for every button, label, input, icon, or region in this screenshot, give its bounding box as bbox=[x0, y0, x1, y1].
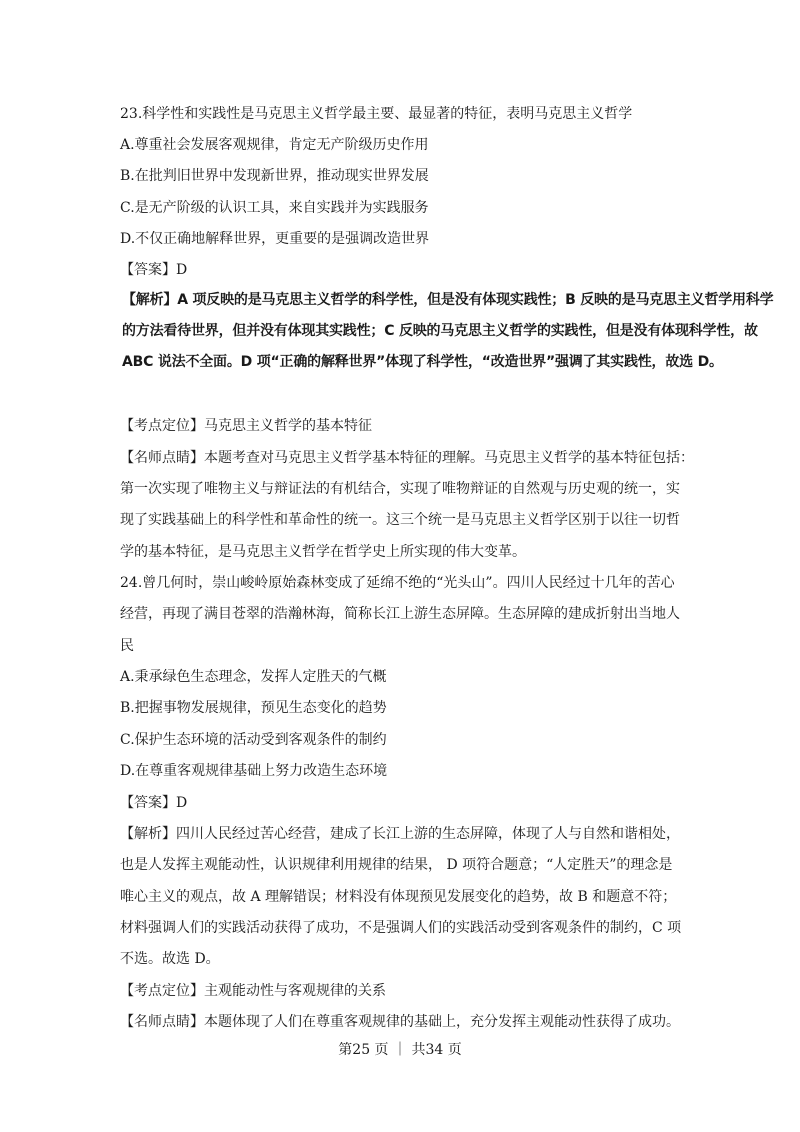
q24-stem-line-3: 民 bbox=[120, 638, 134, 654]
q23-stem: 23.科学性和实践性是马克思主义哲学最主要、最显著的特征，表明马克思主义哲学 bbox=[120, 106, 633, 122]
q23-analysis-line-3: ABC 说法不全面。D 项“正确的解释世界”体现了科学性，“改造世界”强调了其实践性，故选 D。 bbox=[122, 354, 723, 370]
q24-analysis-line-5: 不选。故选 D。 bbox=[120, 951, 220, 967]
q23-mingshi-line-3: 现了实践基础上的科学性和革命性的统一。这三个统一是马克思主义哲学区别于以往一切哲 bbox=[120, 512, 680, 528]
q23-kaodian: 【考点定位】马克思主义哲学的基本特征 bbox=[120, 418, 372, 434]
q23-analysis-line-1: 【解析】A 项反映的是马克思主义哲学的科学性，但是没有体现实践性；B 反映的是马克思主义哲学用科学 bbox=[122, 292, 774, 308]
q24-analysis-line-4: 材料强调人们的实践活动获得了成功，不是强调人们的实践活动受到客观条件的制约，C 项 bbox=[120, 920, 682, 936]
q23-option-b: B.在批判旧世界中发现新世界，推动现实世界发展 bbox=[120, 168, 429, 184]
q24-answer: 【答案】D bbox=[120, 795, 188, 811]
q23-answer: 【答案】D bbox=[120, 262, 188, 278]
q24-option-a: A.秉承绿色生态理念，发挥人定胜天的气概 bbox=[120, 669, 387, 685]
q24-option-b: B.把握事物发展规律，预见生态变化的趋势 bbox=[120, 700, 387, 716]
q23-mingshi-line-1: 【名师点睛】本题考查对马克思主义哲学基本特征的理解。马克思主义哲学的基本特征包括： bbox=[120, 450, 694, 466]
q23-analysis-line-2: 的方法看待世界，但并没有体现其实践性；C 反映的马克思主义哲学的实践性，但是没有体现科学性，故 bbox=[122, 323, 758, 339]
q24-option-c: C.保护生态环境的活动受到客观条件的制约 bbox=[120, 732, 387, 748]
q24-stem-line-2: 经营，再现了满目苍翠的浩瀚林海，简称长江上游生态屏障。生态屏障的建成折射出当地人 bbox=[120, 606, 680, 622]
q24-stem-line-1: 24.曾几何时，崇山峻岭原始森林变成了延绵不绝的“光头山”。四川人民经过十几年的苦心 bbox=[120, 575, 675, 591]
q23-option-a: A.尊重社会发展客观规律，肯定无产阶级历史作用 bbox=[120, 137, 429, 153]
q24-option-d: D.在尊重客观规律基础上努力改造生态环境 bbox=[120, 763, 388, 779]
page-footer: 第25 页 ｜ 共34 页 bbox=[338, 1042, 462, 1058]
q24-kaodian: 【考点定位】主观能动性与客观规律的关系 bbox=[120, 983, 386, 999]
q24-analysis-line-2: 也是人发挥主观能动性，认识规律利用规律的结果， D 项符合题意；“人定胜天”的理念是 bbox=[120, 857, 673, 873]
q24-mingshi: 【名师点睛】本题体现了人们在尊重客观规律的基础上，充分发挥主观能动性获得了成功。 bbox=[120, 1014, 680, 1030]
q23-mingshi-line-4: 学的基本特征，是马克思主义哲学在哲学史上所实现的伟大变革。 bbox=[120, 544, 526, 560]
q23-option-d: D.不仅正确地解释世界，更重要的是强调改造世界 bbox=[120, 231, 430, 247]
q24-analysis-line-3: 唯心主义的观点，故 A 理解错误；材料没有体现预见发展变化的趋势，故 B 和题意不符； bbox=[120, 889, 677, 905]
q24-analysis-line-1: 【解析】四川人民经过苦心经营，建成了长江上游的生态屏障，体现了人与自然和谐相处， bbox=[120, 826, 680, 842]
q23-option-c: C.是无产阶级的认识工具，来自实践并为实践服务 bbox=[120, 200, 429, 216]
q23-mingshi-line-2: 第一次实现了唯物主义与辩证法的有机结合，实现了唯物辩证的自然观与历史观的统一，实 bbox=[120, 481, 680, 497]
